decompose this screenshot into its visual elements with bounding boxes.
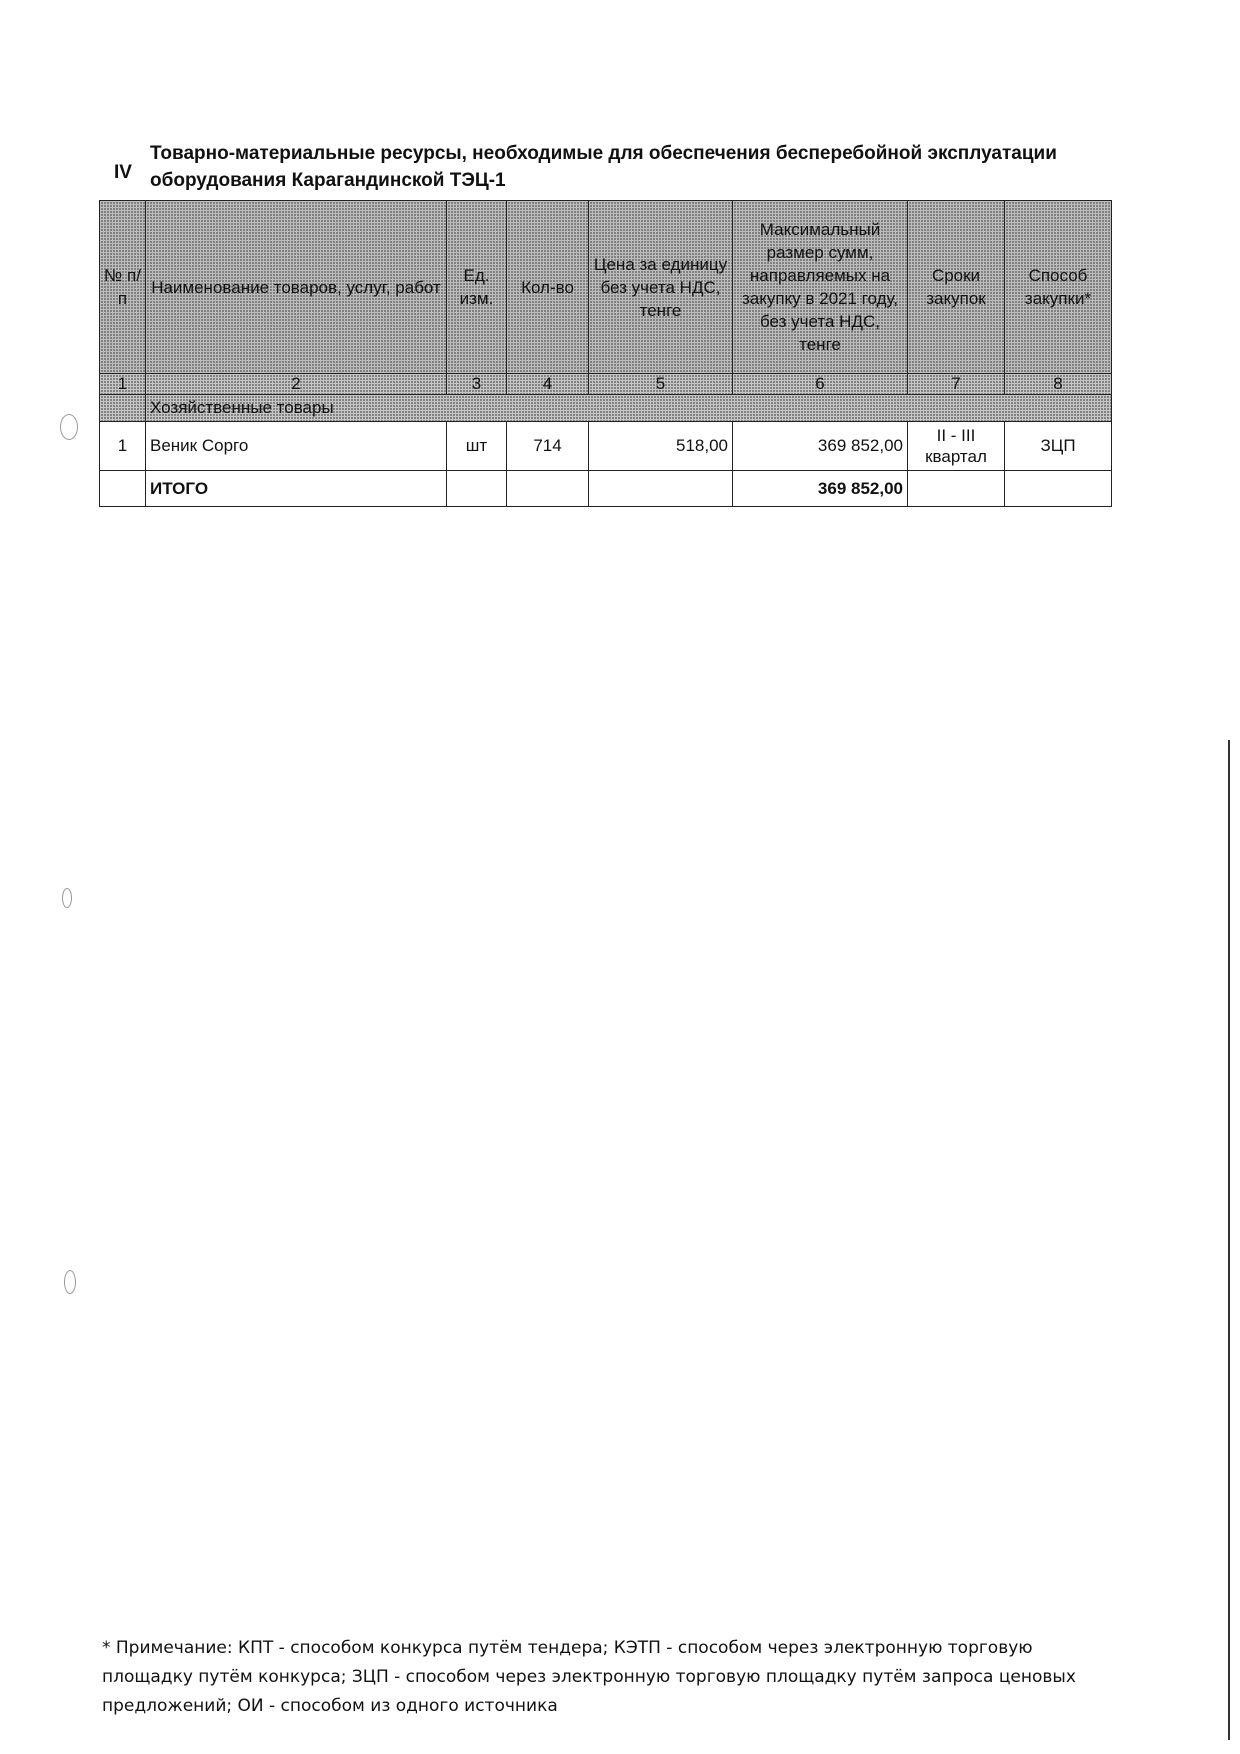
header-unit: Ед. изм. xyxy=(447,201,507,374)
table-row xyxy=(100,422,1112,471)
section-number: IV xyxy=(114,162,132,183)
column-number: 5 xyxy=(589,374,733,395)
total-empty xyxy=(447,471,507,507)
column-number: 8 xyxy=(1005,374,1112,395)
header-term: Сроки закупок xyxy=(908,201,1005,374)
group-row xyxy=(100,395,1112,422)
total-empty xyxy=(507,471,589,507)
header-max-sum: Максимальный размер сумм, направляемых на закупку в 2021 году, без учета НДС, тенге xyxy=(733,201,908,374)
row-qty: 714 xyxy=(507,422,589,471)
row-method: ЗЦП xyxy=(1005,422,1112,471)
section-title: Товарно-материальные ресурсы, необходимые для обеспечения бесперебойной эксплуатации оборудования Карагандинской ТЭЦ-1 xyxy=(150,143,1057,191)
column-number: 1 xyxy=(100,374,146,395)
punch-hole-mark xyxy=(60,414,78,440)
header-qty: Кол-во xyxy=(507,201,589,374)
header-method: Способ закупки* xyxy=(1005,201,1112,374)
total-label: ИТОГО xyxy=(146,471,447,507)
column-number: 2 xyxy=(146,374,447,395)
row-term: II - III квартал xyxy=(908,422,1005,471)
row-num: 1 xyxy=(100,422,146,471)
total-empty xyxy=(589,471,733,507)
row-unit: шт xyxy=(447,422,507,471)
header-num: № п/п xyxy=(100,201,146,374)
total-empty xyxy=(1005,471,1112,507)
scan-edge-line xyxy=(1228,740,1230,1740)
procurement-table xyxy=(99,200,1112,507)
column-number: 7 xyxy=(908,374,1005,395)
group-spacer xyxy=(100,395,146,422)
column-number-row xyxy=(100,374,1112,395)
total-empty xyxy=(100,471,146,507)
header-price: Цена за единицу без учета НДС, тенге xyxy=(589,201,733,374)
row-price: 518,00 xyxy=(589,422,733,471)
column-number: 3 xyxy=(447,374,507,395)
column-number: 4 xyxy=(507,374,589,395)
footnote: * Примечание: КПТ - способом конкурса путём тендера; КЭТП - способом через электронную торговую площадку путём конкурса; ЗЦП - способом через электронную торговую площадку путём запроса ценовых предложений; ОИ - способом из одного источника xyxy=(102,1638,1076,1716)
total-row xyxy=(100,471,1112,507)
punch-hole-mark xyxy=(62,888,72,908)
column-number: 6 xyxy=(733,374,908,395)
header-name: Наименование товаров, услуг, работ xyxy=(146,201,447,374)
punch-hole-mark xyxy=(64,1270,76,1294)
row-max-sum: 369 852,00 xyxy=(733,422,908,471)
total-empty xyxy=(908,471,1005,507)
group-label: Хозяйственные товары xyxy=(146,395,1112,422)
table-header-row xyxy=(100,201,1112,374)
total-max-sum: 369 852,00 xyxy=(733,471,908,507)
row-name: Веник Сорго xyxy=(146,422,447,471)
